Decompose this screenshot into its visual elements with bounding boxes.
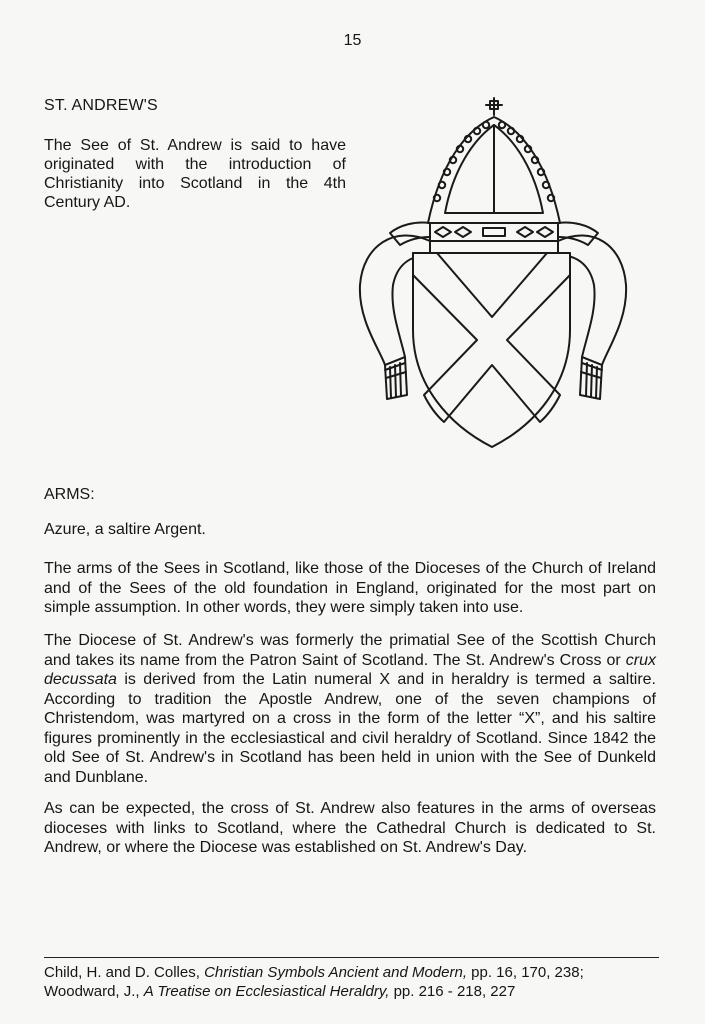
blazon-text: Azure, a saltire Argent.	[44, 521, 206, 538]
paragraph-diocese-history	[44, 631, 656, 787]
page-number: 15	[343, 32, 362, 49]
shield-icon	[413, 253, 570, 447]
reference-pages: pp. 216 - 218, 227	[389, 983, 516, 1000]
reference-pages: pp. 16, 170, 238;	[466, 964, 584, 981]
paragraph-text: is derived from the Latin numeral X and in heraldry is termed a saltire. According to tradition the Apostle Andrew, one of the seven champions of Christendom, was martyred on a cross in the form of the letter “X”, and his saltire figures prominently in the ecclesiastical and civil heraldry of Scotland. Since 1842 the old See of St. Andrew's in Scotland has been held in union with the See of Dunkeld and Dunblane.	[44, 671, 656, 786]
coat-of-arms-illustration	[355, 95, 630, 455]
arms-heading: ARMS:	[44, 486, 95, 503]
intro-paragraph: The See of St. Andrew is said to have originated with the introduction of Christianity into Scotland in the 4th Century AD.	[44, 137, 346, 211]
paragraph-text: The Diocese of St. Andrew's was formerly the primatial See of the Scottish Church and takes its name from the Patron Saint of Scotland. The St. Andrew's Cross or	[44, 632, 656, 669]
mitre-icon	[428, 117, 560, 241]
paragraph-arms-origin: The arms of the Sees in Scotland, like those of the Dioceses of the Church of Ireland and of the Sees of the old foundation in England, originated for the most part on simple assumption. In other words, they were simply taken into use.	[44, 560, 656, 616]
section-title: ST. ANDREW'S	[44, 97, 158, 114]
reference-item	[44, 963, 664, 982]
mitre-cross-icon	[486, 98, 502, 115]
paragraph-overseas-dioceses: As can be expected, the cross of St. Andrew also features in the arms of overseas dioceses with links to Scotland, where the Cathedral Church is dedicated to St. Andrew, or where the Diocese was established on St. Andrew's Day.	[44, 800, 656, 856]
reference-title: Christian Symbols Ancient and Modern,	[204, 964, 467, 981]
reference-title: A Treatise on Ecclesiastical Heraldry,	[143, 983, 390, 1000]
reference-item	[44, 982, 664, 1001]
reference-author: Woodward, J.,	[44, 983, 144, 1000]
footnote-divider	[44, 957, 659, 958]
reference-author: Child, H. and D. Colles,	[44, 964, 205, 981]
references	[44, 963, 664, 1001]
latin-term: crux decussata	[44, 651, 656, 688]
